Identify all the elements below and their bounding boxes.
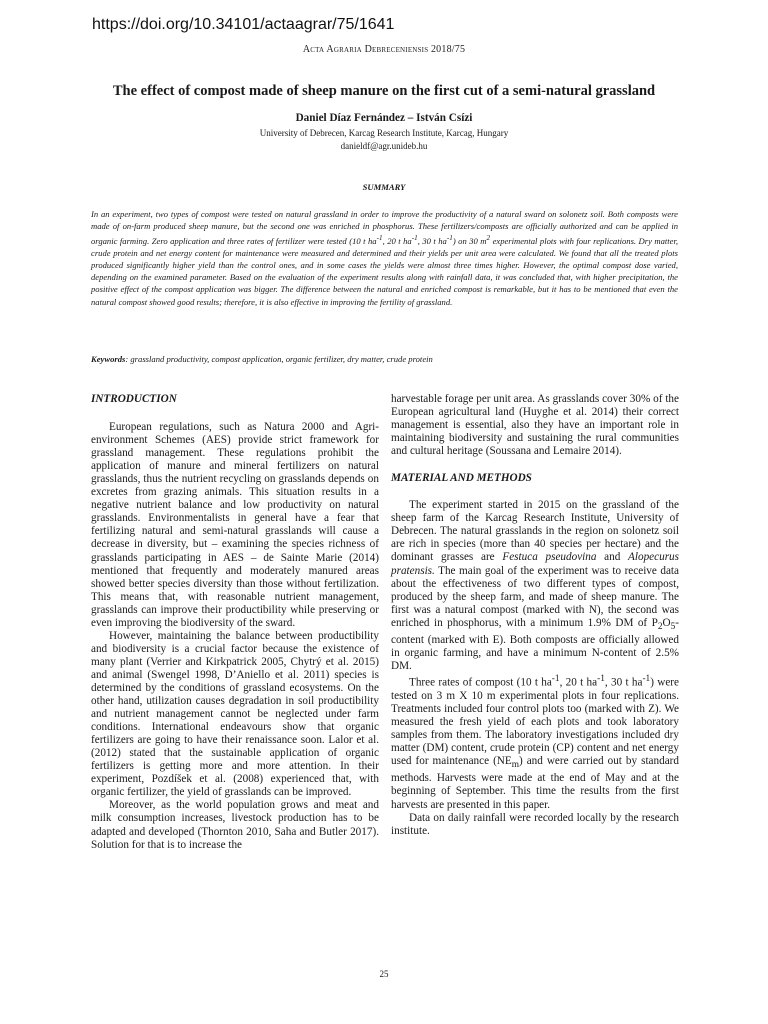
- paper-title: The effect of compost made of sheep manure on the first cut of a semi-natural grassland: [112, 83, 656, 99]
- doi-link[interactable]: https://doi.org/10.34101/actaagrar/75/1641: [92, 16, 395, 33]
- paragraph: harvestable forage per unit area. As grasslands cover 30% of the European agricultural land (Huyghe et al. 2014) their correct management is essential, also they have an important role in maintaining biodiversity and sustaining the rural communities and cultural heritage (Soussana and Lemaire 2014).: [391, 393, 679, 458]
- affiliation: University of Debrecen, Karcag Research Institute, Karcag, Hungary: [259, 128, 509, 138]
- paper-authors: Daniel Díaz Fernández – István Csízi: [295, 112, 473, 124]
- paragraph: Moreover, as the world population grows and meat and milk consumption increases, livestock production has to be adapted and developed (Thornton 2010, Saha and Butler 2017). Solution for that is to increase the: [91, 799, 379, 851]
- introduction-heading: INTRODUCTION: [91, 393, 177, 405]
- right-column: [391, 393, 679, 838]
- paragraph: However, maintaining the balance between productibility and biodiversity is a crucial factor because the existence of many plant (Verrier and Kirkpatrick 2005, Chytrý et al. 2015) and animal (Swengel 1998, D’Aniello et al. 2011) species is determined by the conditions of grassland ecosystems. On the other hand, utilization causes degradation in soil productibility and nutrient management cannot be neglected under farm conditions. International endeavours show that organic fertilizers are going to have their renaissance soon. Lalor et al. (2012) stated that the sustainable application of organic fertilizers is getting more and more attention. In their experiment, Pozdíšek et al. (2008) experienced that, with organic fertilizer, the yield of grasslands can be improved.: [91, 629, 379, 799]
- page-number: 25: [379, 969, 389, 979]
- author-email: danieldf@agr.unideb.hu: [340, 141, 428, 151]
- keywords: Keywords: grassland productivity, compost application, organic fertilizer, dry matter, crude protein: [91, 354, 433, 364]
- journal-header: Acta Agraria Debreceniensis 2018/75: [302, 44, 466, 55]
- paragraph: The experiment started in 2015 on the grassland of the sheep farm of the Karcag Research Institute, University of Debrecen. The natural grasslands in the region on solonetz soil are rich in species (more than 40 species per hectare) and the dominant grasses are Festuca pseudovina and Alopecurus pratensis. The main goal of the experiment was to receive data about the effectiveness of two different types of compost, produced by the sheep farm, and made of sheep manure. The first was a natural compost (marked with N), the second was enriched in phosphorus, with a minimum 1.9% DM of $P_2O_5$-content (marked with E). Both composts are officially allowed in organic farming, and have a minimum N-content of 2.5% DM.: [391, 499, 680, 673]
- paragraph: Data on daily rainfall were recorded locally by the research institute.: [391, 811, 679, 837]
- summary-heading: SUMMARY: [362, 182, 406, 192]
- methods-heading: MATERIAL AND METHODS: [391, 472, 532, 485]
- paragraph: European regulations, such as Natura 2000 and Agri-environment Schemes (AES) provide strict framework for grassland management. These regulations prohibit the application of manure and mineral fertilizers on natural grasslands, thus the nutrient recycling on grasslands depends on excretes from grazing animals. This situation results in a negative nutrient balance and low productivity on natural grasslands. Environmentalists in general have a fear that fertilizing natural and semi-natural grasslands will cause a decrease in diversity, but – examining the species richness of grasslands participating in AES – de Sainte Marie (2014) mentioned that frequently and moderately manured areas showed better species diversity than those without fertilization. This means that, with reasonable nutrient management, grasslands can improve their productibility while preserving or even improving the biodiversity of the sward.: [91, 421, 379, 629]
- left-column: [91, 393, 379, 852]
- summary-text: In an experiment, two types of compost were tested on natural grassland in order to improve the productivity of a natural sward on solonetz soil. Both composts were made of on-farm produced sheep manure, but the second one was enriched in phosphorus. These fertilizers/composts are officially authorized and can be applied in organic farming. Zero application and three rates of fertilizer were tested (10 t $ha^{-1}$, 20 t $ha^{-1}$, 30 t $ha^{-1}$) on 30 $m^2$ experimental plots with four replications. Dry matter, crude protein and net energy content for maintenance were measured and determined and their yields per unit area were calculated. We found that all the treated plots produced significantly higher yield than the control ones, and in some cases the yields were almost three times higher. However, the optimal compost dose varied, depending on the examined parameter. Based on the evaluation of the experiment results along with rainfall data, it was concluded that, with higher precipitation, the positive effect of the compost application was bigger. The difference between the natural and enriched compost is remarkable, but it has to be mentioned that even the natural compost showed good results; therefore, it is also effective in improving the fertility of grassland.: [91, 209, 679, 307]
- paragraph: Three rates of compost (10 t $ha^{-1}$, 20 t $ha^{-1}$, 30 t $ha^{-1}$) were tested on 3 m X 10 m experimental plots in four replications. Treatments included four control plots too (marked with Z). We measured the fresh yield of each plots and took laboratory samples from them. The laboratory investigations included dry matter (DM) content, crude protein (CP) content and net energy used for maintenance $(NE_m)$ and were carried out by standard methods. Harvests were made at the end of May and at the beginning of September. This time the results from the first harvests are presented in this paper.: [391, 674, 679, 811]
